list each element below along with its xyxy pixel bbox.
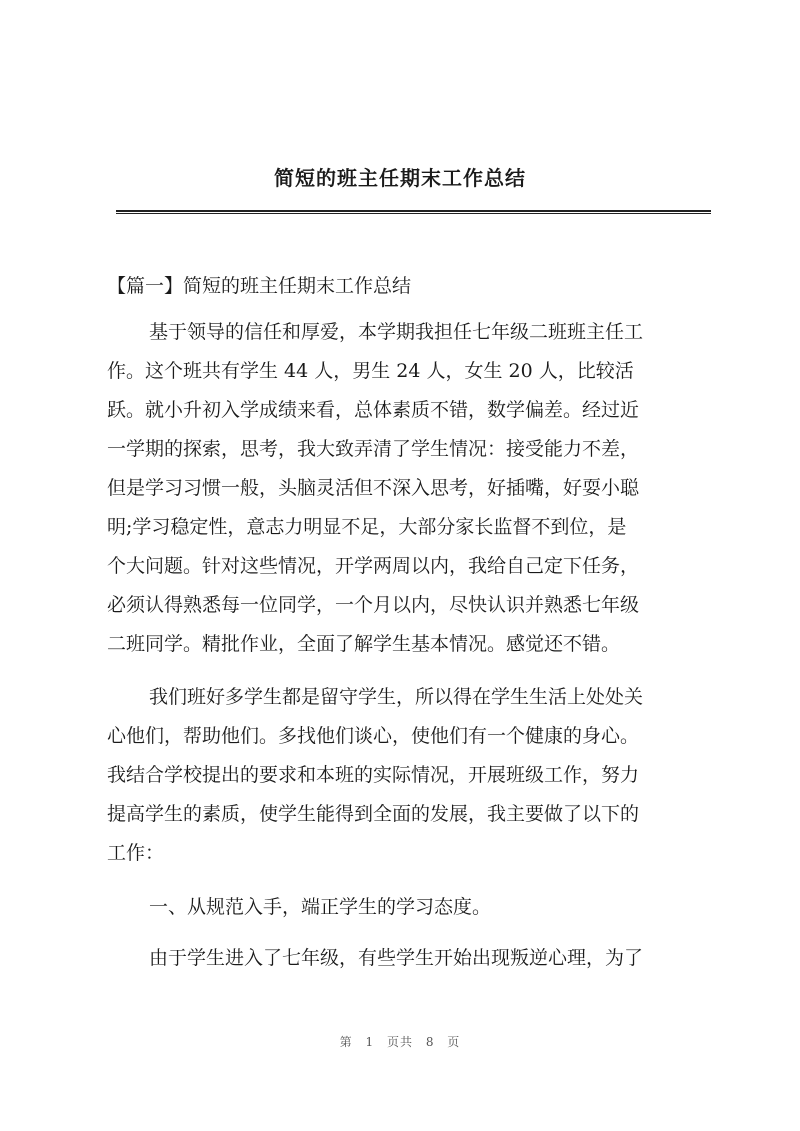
section-heading: 【篇一】简短的班主任期末工作总结 <box>107 275 412 297</box>
footer-mid: 页共 <box>386 1035 413 1049</box>
paragraph-line: 工作： <box>107 842 165 864</box>
paragraph-line: 基于领导的信任和厚爱，本学期我担任七年级二班班主任工 <box>149 321 644 343</box>
paragraph-line: 作。这个班共有学生 44 人，男生 24 人，女生 20 人，比较活 <box>107 360 634 382</box>
document-title: 简短的班主任期末工作总结 <box>274 166 526 190</box>
paragraph-line: 明;学习稳定性，意志力明显不足，大部分家长监督不到位，是 <box>107 516 627 538</box>
paragraph-line: 必须认得熟悉每一位同学，一个月以内，尽快认识并熟悉七年级 <box>107 594 640 616</box>
paragraph-line: 提高学生的素质，使学生能得到全面的发展，我主要做了以下的 <box>107 803 640 825</box>
paragraph-line: 由于学生进入了七年级，有些学生开始出现叛逆心理，为了 <box>149 947 644 969</box>
paragraph-line: 心他们，帮助他们。多找他们谈心，使他们有一个健康的身心。 <box>107 725 640 747</box>
total-pages-number: 8 <box>425 1035 435 1049</box>
paragraph-line: 二班同学。精批作业，全面了解学生基本情况。感觉还不错。 <box>107 633 621 655</box>
footer-prefix: 第 <box>339 1035 353 1049</box>
footer-suffix: 页 <box>447 1035 461 1049</box>
title-divider <box>116 210 711 214</box>
paragraph-line: 我结合学校提出的要求和本班的实际情况，开展班级工作，努力 <box>107 764 640 786</box>
paragraph-line: 个大问题。针对这些情况，开学两周以内，我给自己定下任务， <box>107 555 640 577</box>
paragraph-line: 跃。就小升初入学成绩来看，总体素质不错，数学偏差。经过近 <box>107 399 640 421</box>
paragraph-line: 我们班好多学生都是留守学生，所以得在学生生活上处处关 <box>149 686 644 708</box>
subheading-line: 一、从规范入手，端正学生的学习态度。 <box>149 896 492 918</box>
paragraph-line: 一学期的探索，思考，我大致弄清了学生情况：接受能力不差， <box>107 438 640 460</box>
current-page-number: 1 <box>365 1035 375 1049</box>
paragraph-line: 但是学习习惯一般，头脑灵活但不深入思考，好插嘴，好耍小聪 <box>107 477 640 499</box>
page-footer <box>0 1033 800 1050</box>
